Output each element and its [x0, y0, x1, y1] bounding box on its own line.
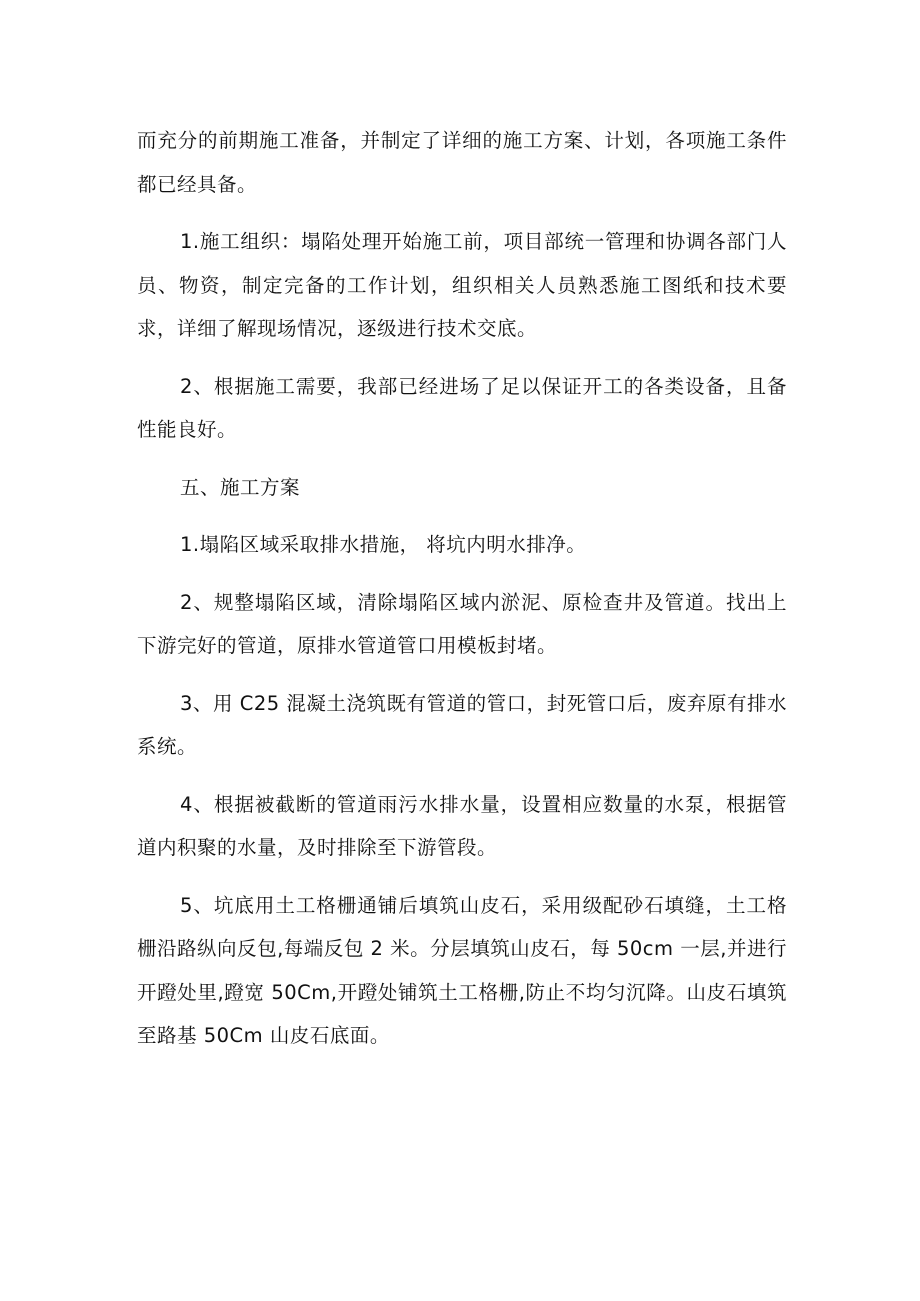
paragraph-plan-step-1: 1.塌陷区域采取排水措施， 将坑内明水排净。 [180, 533, 587, 556]
paragraph-plan-step-3: 3、用 C25 混凝土浇筑既有管道的管口，封死管口后，废弃原有排水系统。 [137, 691, 787, 758]
section-heading-construction-plan: 五、施工方案 [180, 475, 301, 499]
paragraph-plan-step-4: 4、根据被截断的管道雨污水排水量，设置相应数量的水泵，根据管道内积聚的水量，及时排除至下游管段。 [137, 792, 787, 859]
paragraph-intro-continuation: 而充分的前期施工准备，并制定了详细的施工方案、计划，各项施工条件都已经具备。 [137, 129, 787, 196]
paragraph-construction-organization: 1.施工组织：塌陷处理开始施工前，项目部统一管理和协调各部门人员、物资，制定完备的工作计划，组织相关人员熟悉施工图纸和技术要求，详细了解现场情况，逐级进行技术交底。 [137, 230, 787, 340]
paragraph-plan-step-5: 5、坑底用土工格栅通铺后填筑山皮石，采用级配砂石填缝，土工格栅沿路纵向反包,每端反包 2 米。分层填筑山皮石，每 50cm 一层,并进行开蹬处里,蹬宽 50Cm,开蹬处铺筑土工格栅,防止不均匀沉降。山皮石填筑至路基 50Cm 山皮石底面。 [137, 893, 787, 1047]
document-body [137, 119, 787, 1058]
paragraph-equipment-ready: 2、根据施工需要，我部已经进场了足以保证开工的各类设备，且备性能良好。 [137, 374, 787, 441]
paragraph-plan-step-2: 2、规整塌陷区域，清除塌陷区域内淤泥、原检查井及管道。找出上下游完好的管道，原排水管道管口用模板封堵。 [137, 590, 787, 657]
